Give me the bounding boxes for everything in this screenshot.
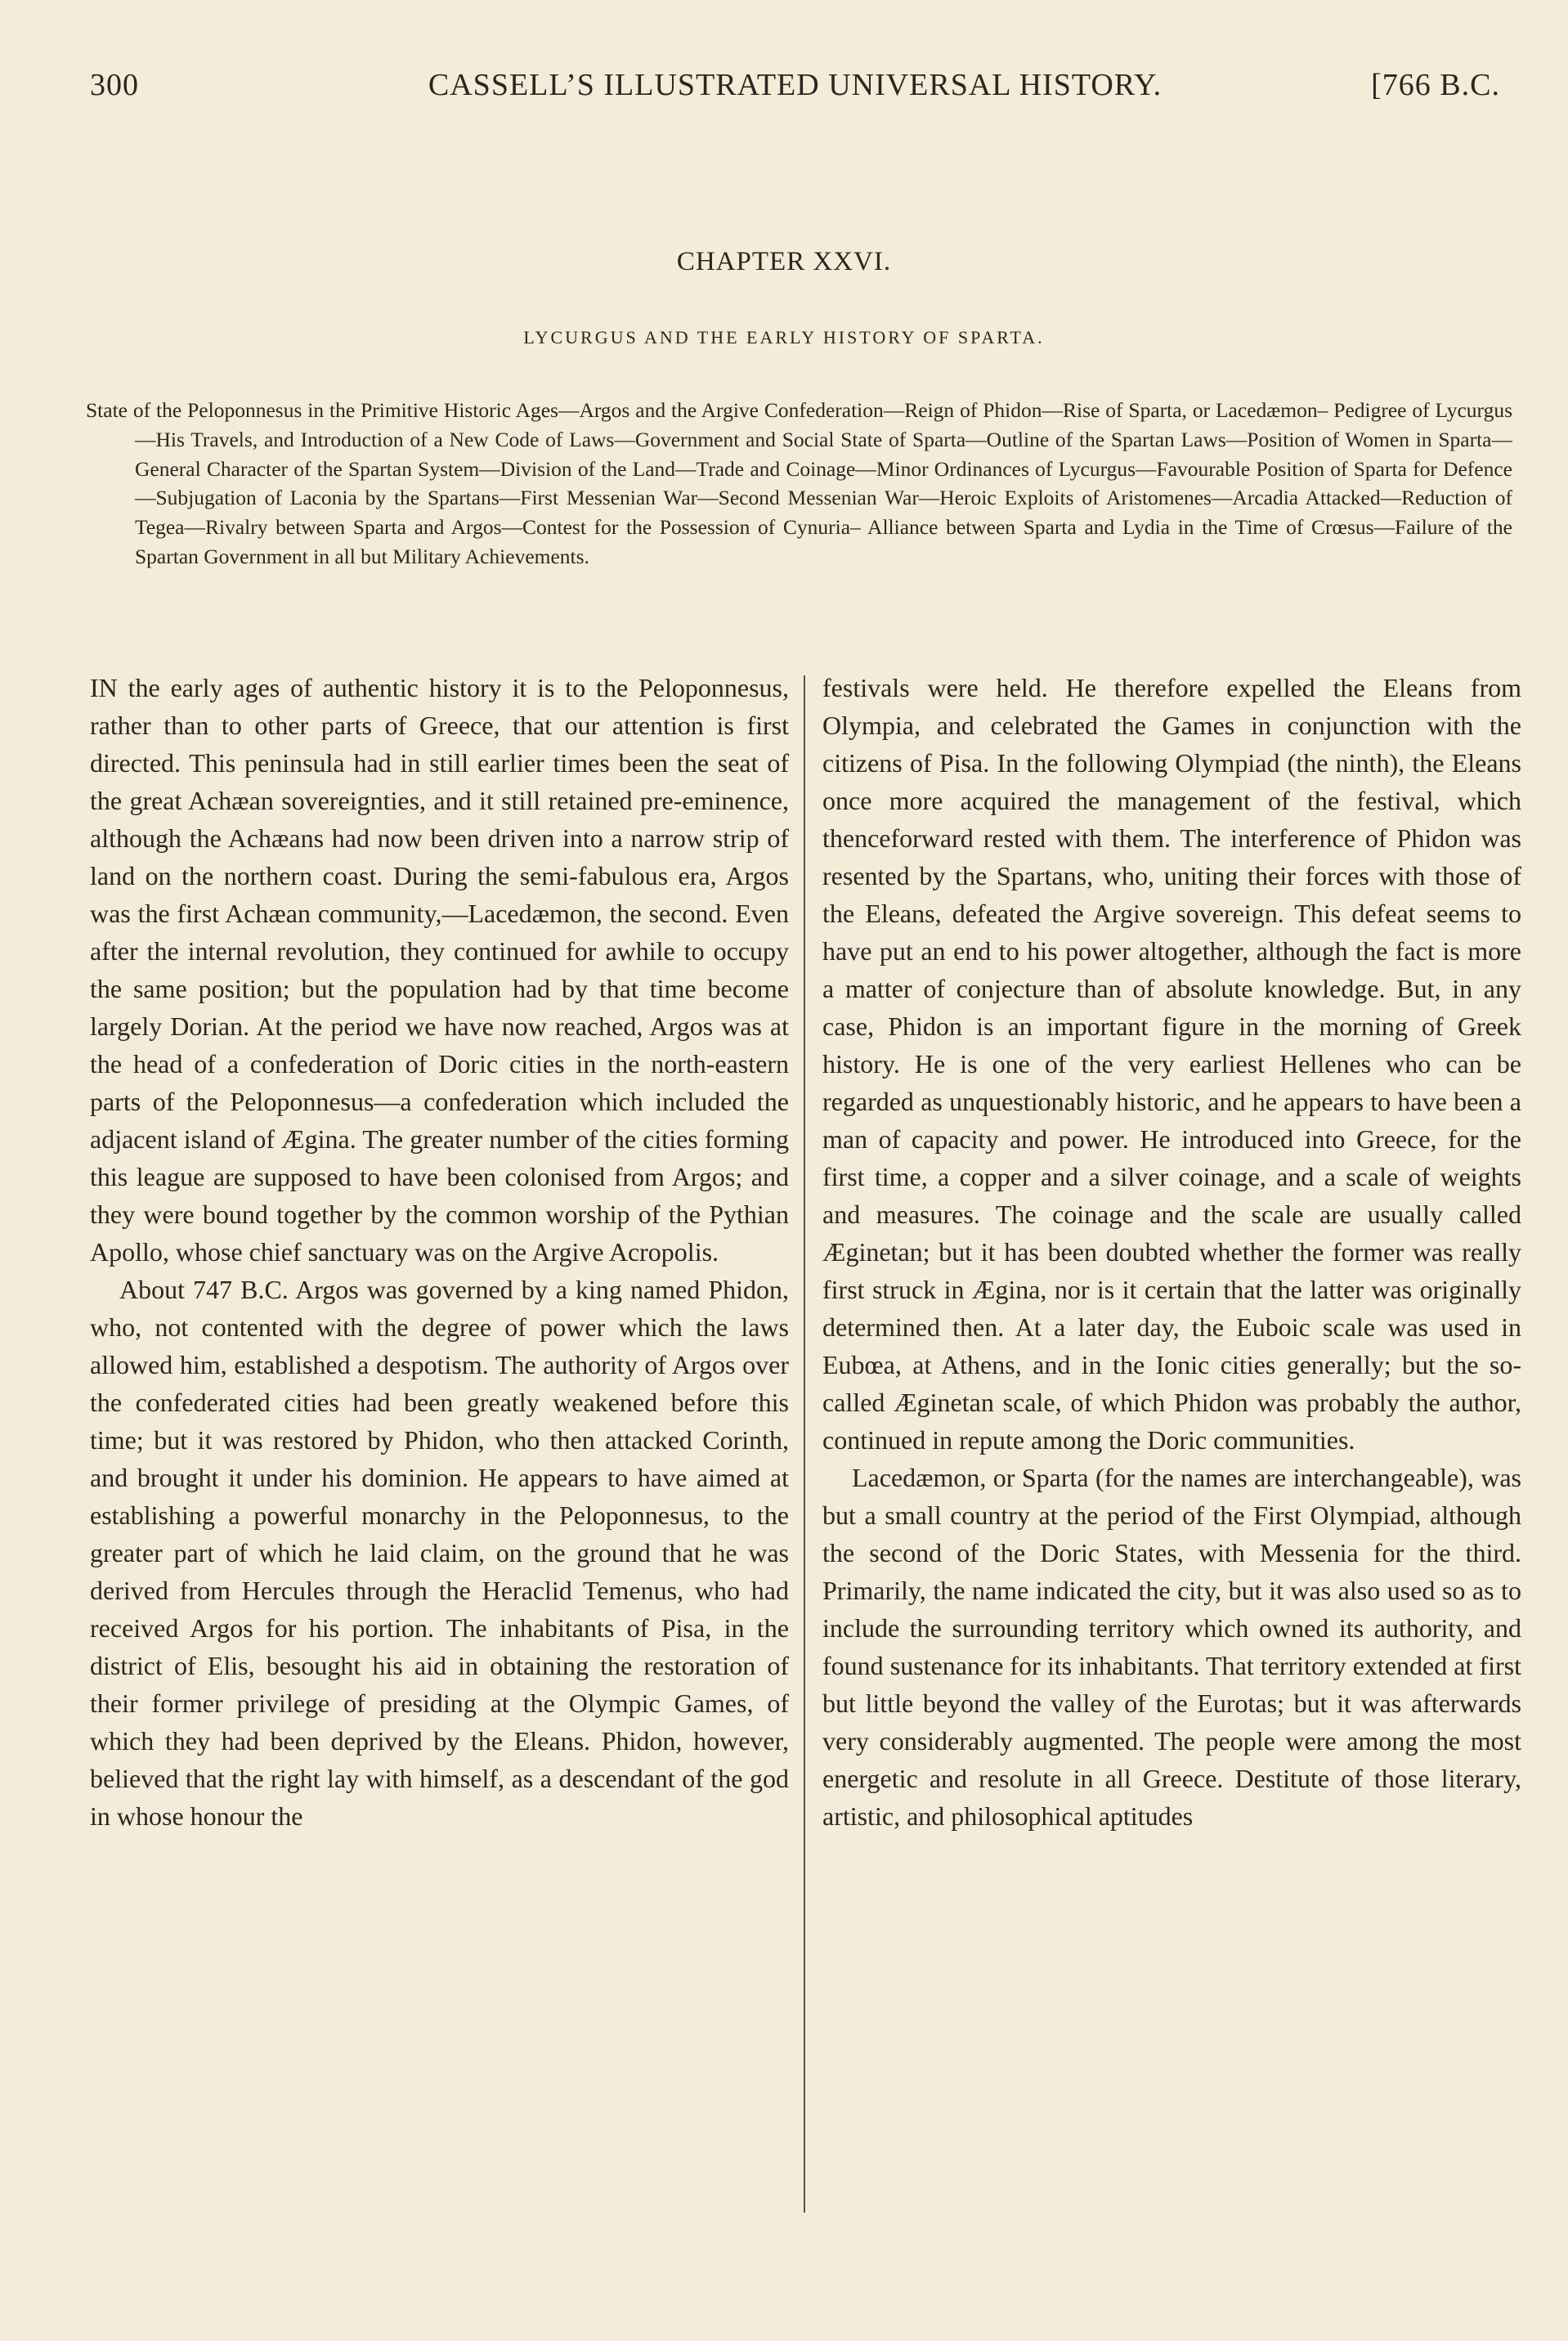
- right-paragraph-1: festivals were held. He therefore expelled the Eleans from Olympia, and celebrated the Games in conjunction with the citizens of Pisa. In the following Olympiad (the ninth), the Eleans once more acquired the management of the festival, which thenceforward rested with them. The interference of Phidon was resented by the Spartans, who, uniting their forces with those of the Eleans, defeated the Argive sovereign. This defeat seems to have put an end to his power altogether, although the fact is more a matter of conjecture than of absolute knowledge. But, in any case, Phidon is an important figure in the morning of Greek history. He is one of the very earliest Hellenes who can be regarded as unquestionably historic, and he appears to have been a man of capacity and power. He introduced into Greece, for the first time, a copper and a silver coinage, and a scale of weights and measures. The coinage and the scale are usually called Æginetan; but it has been doubted whether the former was really first struck in Ægina, nor is it certain that the latter was originally determined then. At a later day, the Euboic scale was used in Eubœa, at Athens, and in the Ionic cities generally; but the so-called Æginetan scale, of which Phidon was probably the author, continued in repute among the Doric communities.: [822, 673, 1521, 1455]
- chapter-number: CHAPTER XXVI.: [676, 247, 892, 276]
- left-paragraph-2: About 747 B.C. Argos was governed by a king named Phidon, who, not contented with the degree of power which the laws allowed him, established a despotism. The authority of Argos over the confederated cities had been greatly weakened before this time; but it was restored by Phidon, who then attacked Corinth, and brought it under his dominion. He appears to have aimed at establishing a powerful monarchy in the Peloponnesus, to the greater part of which he laid claim, on the ground that he was derived from Hercules through the Heraclid Temenus, who had received Argos for his portion. The inhabitants of Pisa, in the district of Elis, besought his aid in obtaining the restoration of their former privilege of presiding at the Olympic Games, of which they had been deprived by the Eleans. Phidon, however, believed that the right lay with himself, as a descendant of the god in whose honour the: [90, 1275, 789, 1831]
- chapter-title: LYCURGUS AND THE EARLY HISTORY OF SPARTA.: [523, 327, 1045, 348]
- running-header: [90, 67, 1500, 106]
- header-date: [766 B.C.: [1371, 68, 1500, 102]
- right-paragraph-2: Lacedæmon, or Sparta (for the names are interchangeable), was but a small country at the period of the First Olympiad, although the second of the Doric States, with Messenia for the third. Primarily, the name indicated the city, but it was also used so as to include the surrounding territory which owned its authority, and found sustenance for its inhabitants. That territory extended at first but little beyond the valley of the Eurotas; but it was afterwards very considerably augmented. The people were among the most energetic and resolute in all Greece. Destitute of those literary, artistic, and philosophical aptitudes: [822, 1463, 1521, 1831]
- page-number: 300: [90, 68, 139, 102]
- right-column: [822, 669, 1521, 1835]
- running-title: CASSELL’S ILLUSTRATED UNIVERSAL HISTORY.: [428, 68, 1163, 102]
- left-column: [90, 669, 789, 1835]
- chapter-summary: State of the Peloponnesus in the Primitive Historic Ages—Argos and the Argive Confederation—Reign of Phidon—Rise of Sparta, or Lacedæmon– Pedigree of Lycurgus—His Travels, and Introduction of a New Code of Laws—Government and Social State of Sparta—Outline of the Spartan Laws—Position of Women in Sparta—General Character of the Spartan System—Division of the Land—Trade and Coinage—Minor Ordinances of Lycurgus—Favourable Position of Sparta for Defence—Subjugation of Laconia by the Spartans—First Messenian War—Second Messenian War—Heroic Exploits of Aristomenes—Arcadia Attacked—Reduction of Tegea—Rivalry between Sparta and Argos—Contest for the Possession of Cynuria– Alliance between Sparta and Lydia in the Time of Crœsus—Failure of the Spartan Government in all but Military Achievements.: [86, 398, 1512, 568]
- left-paragraph-1: IN the early ages of authentic history it is to the Peloponnesus, rather than to other parts of Greece, that our attention is first directed. This peninsula had in still earlier times been the seat of the great Achæan sovereignties, and it still retained pre-eminence, although the Achæans had now been driven into a narrow strip of land on the northern coast. During the semi-fabulous era, Argos was the first Achæan community,—Lacedæmon, the second. Even after the internal revolution, they continued for awhile to occupy the same position; but the population had by that time become largely Dorian. At the period we have now reached, Argos was at the head of a confederation of Doric cities in the north-eastern parts of the Peloponnesus—a confederation which included the adjacent island of Ægina. The greater number of the cities forming this league are supposed to have been colonised from Argos; and they were bound together by the common worship of the Pythian Apollo, whose chief sanctuary was on the Argive Acropolis.: [90, 673, 789, 1267]
- column-divider: [804, 675, 805, 2213]
